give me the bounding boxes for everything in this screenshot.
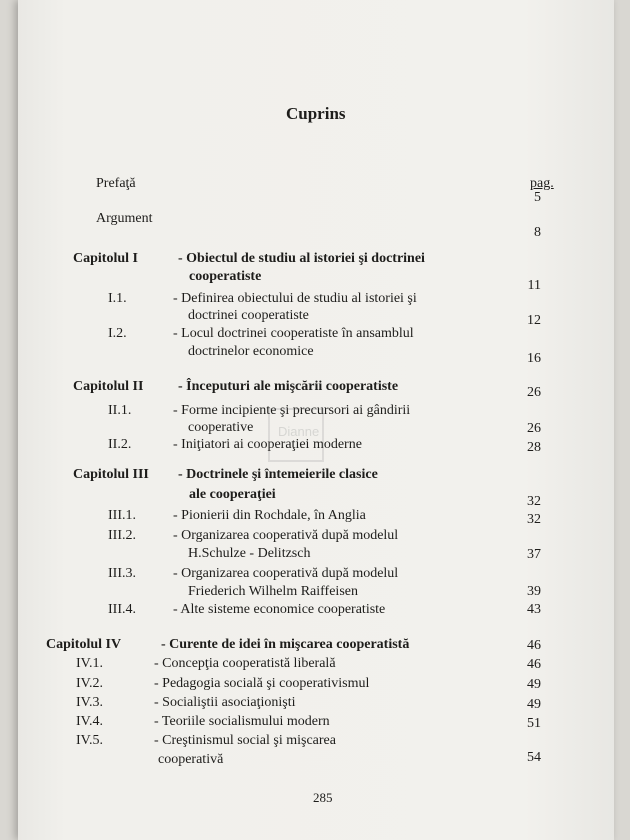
section-title: - Iniţiatori ai cooperaţiei moderne [173, 437, 362, 452]
chapter-page: 26 [527, 385, 541, 400]
section-page: 16 [527, 351, 541, 366]
section-title: - Socialiştii asociaţionişti [154, 695, 296, 710]
section-title: - Definirea obiectului de studiu al istoriei şi [173, 291, 417, 306]
section-title: - Locul doctrinei cooperatiste în ansamblul [173, 326, 414, 341]
section-title: - Organizarea cooperativă după modelul [173, 566, 399, 581]
section-number: I.1. [108, 291, 127, 306]
chapter-title: - Obiectul de studiu al istoriei şi doctrinei [178, 251, 425, 266]
section-number: IV.4. [76, 714, 103, 729]
section-title: - Pedagogia socială şi cooperativismul [154, 676, 370, 691]
section-page: 12 [527, 313, 541, 328]
watermark-text: Dianne [278, 424, 320, 439]
chapter-page: 46 [527, 638, 541, 653]
page-number-footer: 285 [313, 790, 333, 805]
section-number: III.2. [108, 528, 136, 543]
section-title-cont: Friederich Wilhelm Raiffeisen [188, 584, 358, 599]
chapter-title: - Doctrinele şi întemeierile clasice [178, 467, 378, 482]
chapter-label: Capitolul I [73, 251, 138, 266]
front-entry-argument-page: 8 [534, 225, 541, 240]
section-number: IV.3. [76, 695, 103, 710]
section-page: 28 [527, 440, 541, 455]
section-number: IV.2. [76, 676, 103, 691]
section-page: 46 [527, 657, 541, 672]
section-title: - Concepţia cooperatistă liberală [154, 656, 336, 671]
chapter-label: Capitolul III [73, 467, 149, 482]
section-page: 49 [527, 697, 541, 712]
page-column-label: pag. [530, 176, 554, 191]
watermark-logo [268, 408, 324, 462]
chapter-label: Capitolul IV [46, 637, 122, 652]
chapter-label: Capitolul II [73, 379, 144, 394]
section-title: - Pionierii din Rochdale, în Anglia [173, 508, 366, 523]
section-page: 54 [527, 750, 541, 765]
front-entry-prefata-page: 5 [534, 190, 541, 205]
section-number: II.2. [108, 437, 132, 452]
section-number: IV.5. [76, 733, 103, 748]
chapter-title-cont: cooperatiste [189, 269, 262, 284]
section-title: - Forme incipiente şi precursori ai gândirii [173, 403, 411, 418]
section-page: 51 [527, 716, 541, 731]
chapter-title: - Începuturi ale mişcării cooperatiste [178, 379, 399, 394]
section-page: 49 [527, 677, 541, 692]
section-page: 32 [527, 512, 541, 527]
section-number: III.3. [108, 566, 136, 581]
section-number: III.4. [108, 602, 136, 617]
chapter-title: - Curente de idei în mişcarea cooperatistă [161, 637, 410, 652]
section-title-cont: doctrinelor economice [188, 344, 314, 359]
section-title-cont: cooperativă [158, 752, 224, 767]
chapter-page: 11 [527, 278, 541, 293]
section-title: - Organizarea cooperativă după modelul [173, 528, 399, 543]
section-number: II.1. [108, 403, 132, 418]
section-title: - Teoriile socialismului modern [154, 714, 330, 729]
page-title: Cuprins [286, 104, 346, 123]
section-title-cont: cooperative [188, 420, 254, 435]
chapter-title-cont: ale cooperaţiei [189, 487, 276, 502]
section-title-cont: H.Schulze - Delitzsch [188, 546, 311, 561]
section-page: 43 [527, 602, 541, 617]
front-entry-prefata: Prefaţă [96, 176, 136, 191]
section-page: 37 [527, 547, 541, 562]
section-title-cont: doctrinei cooperatiste [188, 308, 309, 323]
section-number: IV.1. [76, 656, 103, 671]
front-entry-argument: Argument [96, 211, 153, 226]
section-page: 39 [527, 584, 541, 599]
section-page: 26 [527, 421, 541, 436]
section-number: III.1. [108, 508, 136, 523]
section-title: - Alte sisteme economice cooperatiste [173, 602, 386, 617]
chapter-page: 32 [527, 494, 541, 509]
section-title: - Creştinismul social şi mişcarea [154, 733, 336, 748]
section-number: I.2. [108, 326, 127, 341]
book-page [18, 0, 614, 840]
